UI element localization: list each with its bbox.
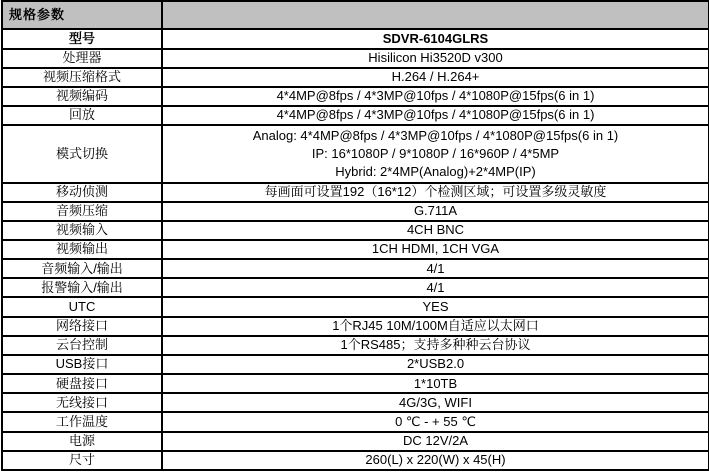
spec-value: 4/1	[162, 278, 709, 297]
spec-value: G.711A	[162, 202, 709, 221]
spec-value: SDVR-6104GLRS	[162, 29, 709, 48]
spec-label: 工作温度	[2, 412, 162, 431]
spec-value: 4/1	[162, 259, 709, 278]
spec-label: 网络接口	[2, 317, 162, 336]
table-row	[2, 393, 709, 412]
spec-table	[1, 0, 709, 471]
spec-value: 4G/3G, WIFI	[162, 393, 709, 412]
spec-label: 音频压缩	[2, 202, 162, 221]
spec-label: 处理器	[2, 49, 162, 68]
spec-label: 硬盘接口	[2, 374, 162, 393]
table-row	[2, 87, 709, 106]
spec-label: 视频输入	[2, 221, 162, 240]
table-row	[2, 202, 709, 221]
spec-label: 视频压缩格式	[2, 68, 162, 87]
table-row	[2, 297, 709, 316]
spec-value: 1个RJ45 10M/100M自适应以太网口	[162, 317, 709, 336]
spec-label: 电源	[2, 432, 162, 451]
table-row	[2, 68, 709, 87]
header-empty-cell	[162, 1, 709, 29]
spec-rows-body	[2, 29, 709, 470]
spec-value: DC 12V/2A	[162, 432, 709, 451]
spec-label: 型号	[2, 29, 162, 48]
spec-value	[162, 125, 709, 182]
table-row	[2, 412, 709, 431]
spec-value: 1*10TB	[162, 374, 709, 393]
spec-value: 每画面可设置192（16*12）个检测区域；可设置多级灵敏度	[162, 183, 709, 202]
spec-label: 回放	[2, 106, 162, 125]
spec-value: 4*4MP@8fps / 4*3MP@10fps / 4*1080P@15fps(6 in 1)	[162, 106, 709, 125]
table-row	[2, 49, 709, 68]
table-row	[2, 125, 709, 182]
spec-label: UTC	[2, 297, 162, 316]
spec-label: 模式切换	[2, 125, 162, 182]
spec-value-line: Hybrid: 2*4MP(Analog)+2*4MP(IP)	[335, 163, 536, 179]
spec-label: 无线接口	[2, 393, 162, 412]
spec-label: 视频编码	[2, 87, 162, 106]
table-row	[2, 29, 709, 48]
table-row	[2, 336, 709, 355]
table-row	[2, 240, 709, 259]
spec-value-line: Analog: 4*4MP@8fps / 4*3MP@10fps / 4*1080P@15fps(6 in 1)	[252, 128, 619, 144]
table-row	[2, 183, 709, 202]
page-title: 规格参数	[2, 1, 162, 29]
spec-label: 视频输出	[2, 240, 162, 259]
table-row	[2, 317, 709, 336]
spec-value: 2*USB2.0	[162, 355, 709, 374]
spec-value: 1个RS485；支持多种种云台协议	[162, 336, 709, 355]
spec-value: H.264 / H.264+	[162, 68, 709, 87]
spec-value: 0 ℃ - + 55 ℃	[162, 412, 709, 431]
table-row	[2, 432, 709, 451]
table-row	[2, 451, 709, 470]
spec-value: 4CH BNC	[162, 221, 709, 240]
spec-label: 云台控制	[2, 336, 162, 355]
table-row	[2, 106, 709, 125]
spec-value: 260(L) x 220(W) x 45(H)	[162, 451, 709, 470]
table-row	[2, 374, 709, 393]
spec-label: 音频输入/输出	[2, 259, 162, 278]
table-row	[2, 259, 709, 278]
spec-label: 尺寸	[2, 451, 162, 470]
spec-value: 4*4MP@8fps / 4*3MP@10fps / 4*1080P@15fps(6 in 1)	[162, 87, 709, 106]
table-header-row	[2, 1, 709, 29]
table-row	[2, 278, 709, 297]
spec-value-line: IP: 16*1080P / 9*1080P / 16*960P / 4*5MP	[311, 146, 560, 162]
spec-label: USB接口	[2, 355, 162, 374]
spec-value: Hisilicon Hi3520D v300	[162, 49, 709, 68]
table-row	[2, 221, 709, 240]
spec-label: 移动侦测	[2, 183, 162, 202]
spec-value: YES	[162, 297, 709, 316]
spec-value: 1CH HDMI, 1CH VGA	[162, 240, 709, 259]
spec-label: 报警输入/输出	[2, 278, 162, 297]
table-row	[2, 355, 709, 374]
